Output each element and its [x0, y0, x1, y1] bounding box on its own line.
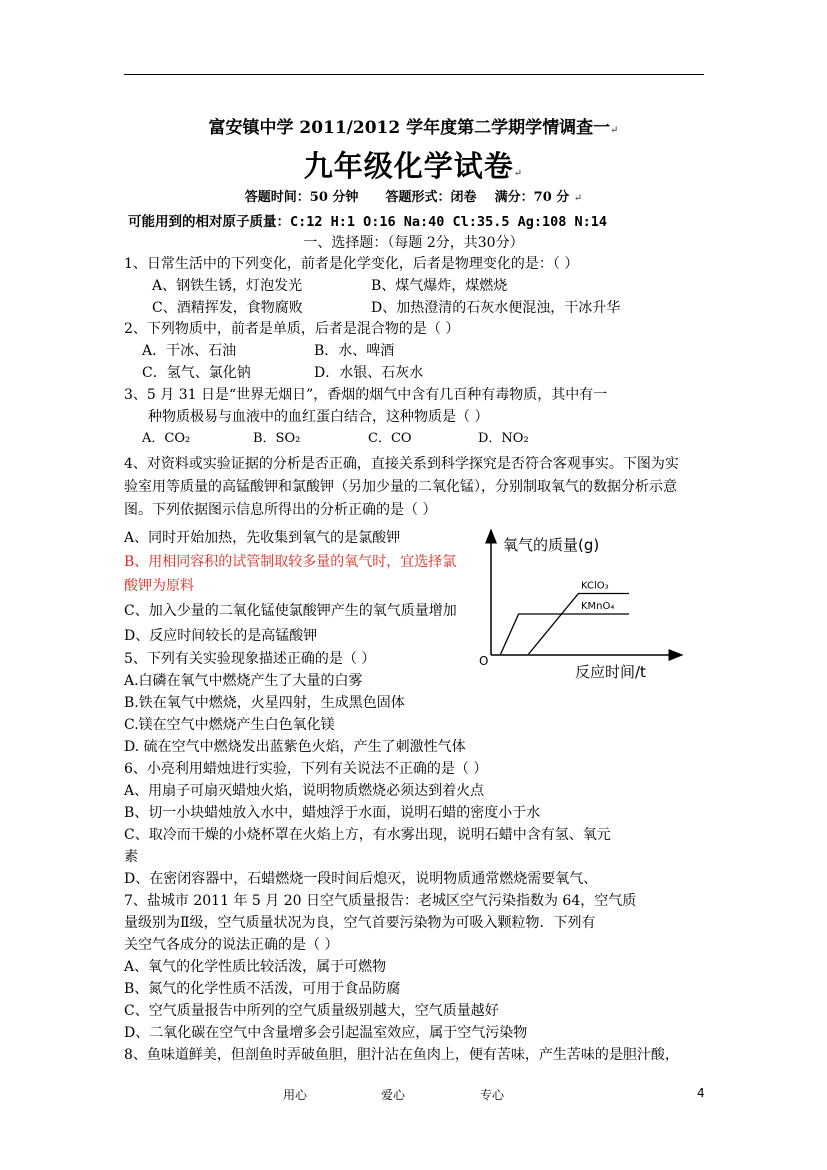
question-7: 7、盐城市 2011 年 5 月 20 日空气质量报告：老城区空气污染指数为 64，空气质 — [124, 893, 637, 909]
option-6c: C、取冷而干燥的小烧杯罩在火焰上方，有水雾出现，说明石蜡中含有氢、氧元 — [124, 827, 611, 843]
question-3-cont: 种物质极易与血液中的血红蛋白结合，这种物质是（ ） — [148, 409, 489, 425]
option-5b: B.铁在氧气中燃烧，火星四射，生成黑色固体 — [124, 695, 405, 711]
page-number: 4 — [697, 1086, 705, 1100]
question-4-cont1: 验室用等质量的高锰酸钾和氯酸钾（另加少量的二氧化锰），分别制取氧气的数据分析示意 — [124, 479, 677, 495]
option-3c: C．CO — [368, 431, 412, 446]
option-1c: C、酒精挥发，食物腐败 — [152, 300, 303, 316]
option-4d: D、反应时间较长的是高锰酸钾 — [124, 628, 318, 644]
option-7b: B、氮气的化学性质不活泼，可用于食品防腐 — [124, 981, 401, 997]
question-4-cont2: 图。下列依据图示信息所得出的分析正确的是（ ） — [124, 502, 437, 518]
option-7a: A、氧气的化学性质比较活泼，属于可燃物 — [124, 959, 387, 975]
question-4: 4、对资料或实验证据的分析是否正确，直接关系到科学探究是否符合客观事实。下图为实 — [124, 456, 679, 472]
option-4b-cont: 酸钾为原料 — [124, 578, 194, 594]
exam-title: 九年级化学试卷↵ — [303, 149, 524, 183]
option-4c: C、加入少量的二氧化锰使氯酸钾产生的氧气质量增加 — [124, 603, 457, 619]
question-8: 8、鱼味道鲜美，但剖鱼时弄破鱼胆，胆汁沾在鱼肉上，便有苦味，产生苦味的是胆汁酸， — [124, 1047, 679, 1063]
question-7-cont1: 量级别为Ⅱ级，空气质量状况为良，空气首要污染物为可吸入颗粒物．下列有 — [124, 915, 596, 931]
series-label-0: KClO₃ — [581, 580, 609, 592]
question-1: 1、日常生活中的下列变化，前者是化学变化，后者是物理变化的是：（ ） — [124, 256, 579, 272]
option-1b: B、煤气爆炸，煤燃烧 — [371, 278, 508, 294]
exam-info: 答题时间：50 分钟 答题形式：闭卷 满分：70 分 ↵ — [244, 190, 583, 205]
series-line-1 — [500, 614, 629, 655]
y-axis-label: 氧气的质量(g) — [503, 536, 600, 554]
question-3: 3、5 月 31 日是“世界无烟日”，香烟的烟气中含有几百种有毒物质，其中有一 — [124, 387, 608, 403]
option-6d: D、在密闭容器中，石蜡燃烧一段时间后熄灭，说明物质通常燃烧需要氧气、 — [124, 871, 598, 887]
option-5c: C.镁在空气中燃烧产生白色氧化镁 — [124, 717, 335, 733]
question-7-cont2: 关空气各成分的说法正确的是（ ） — [124, 937, 339, 953]
option-7c: C、空气质量报告中所列的空气质量级别越大，空气质量越好 — [124, 1003, 499, 1019]
option-1a: A、钢铁生锈，灯泡发光 — [152, 278, 303, 294]
option-2d: D．水银、石灰水 — [314, 365, 424, 381]
question-5: 5、下列有关实验现象描述正确的是（ ） — [124, 651, 376, 667]
atomic-masses: 可能用到的相对原子质量：C:12 H:1 O:16 Na:40 Cl:35.5 Ag:108 N:14 — [128, 214, 607, 230]
x-axis-label: 反应时间/t — [575, 663, 646, 681]
school-title: 富安镇中学 2011/2012 学年度第二学期学情调查一↵ — [208, 118, 619, 138]
option-7d: D、二氧化碳在空气中含量增多会引起温室效应，属于空气污染物 — [124, 1025, 528, 1041]
option-3b: B．SO₂ — [253, 431, 301, 446]
option-4a: A、同时开始加热，先收集到氧气的是氯酸钾 — [124, 530, 401, 546]
question-6: 6、小亮利用蜡烛进行实验，下列有关说法不正确的是（ ） — [124, 761, 488, 777]
option-5a: A.白磷在氧气中燃烧产生了大量的白雾 — [124, 673, 363, 689]
option-6a: A、用扇子可扇灭蜡烛火焰，说明物质燃烧必须达到着火点 — [124, 783, 485, 799]
option-1d: D、加热澄清的石灰水便混浊，干冰升华 — [371, 300, 621, 316]
footer-left: 用心 — [283, 1088, 308, 1102]
series-label-1: KMnO₄ — [581, 601, 615, 612]
option-2c: C．氢气、氯化钠 — [142, 365, 251, 381]
option-3a: A．CO₂ — [142, 431, 191, 446]
origin-label: O — [479, 654, 489, 668]
option-2a: A．干冰、石油 — [142, 343, 237, 359]
option-5d: D. 硫在空气中燃烧发出蓝紫色火焰，产生了刺激性气体 — [124, 739, 466, 755]
section-heading: 一、选择题：（每题 2分，共30分） — [303, 235, 524, 251]
option-6c-cont: 素 — [124, 849, 138, 865]
option-2b: B．水、啤酒 — [314, 343, 395, 359]
option-6b: B、切一小块蜡烛放入水中，蜡烛浮于水面，说明石蜡的密度小于水 — [124, 805, 541, 821]
question-2: 2、下列物质中，前者是单质，后者是混合物的是（ ） — [124, 321, 460, 337]
footer-right: 专心 — [480, 1088, 505, 1102]
header-rule — [124, 74, 704, 75]
option-3d: D．NO₂ — [478, 431, 529, 446]
option-4b: B、用相同容积的试管制取较多量的氧气时，宜选择氯 — [124, 554, 457, 570]
footer-middle: 爱心 — [381, 1088, 406, 1102]
oxygen-mass-chart — [470, 522, 690, 684]
